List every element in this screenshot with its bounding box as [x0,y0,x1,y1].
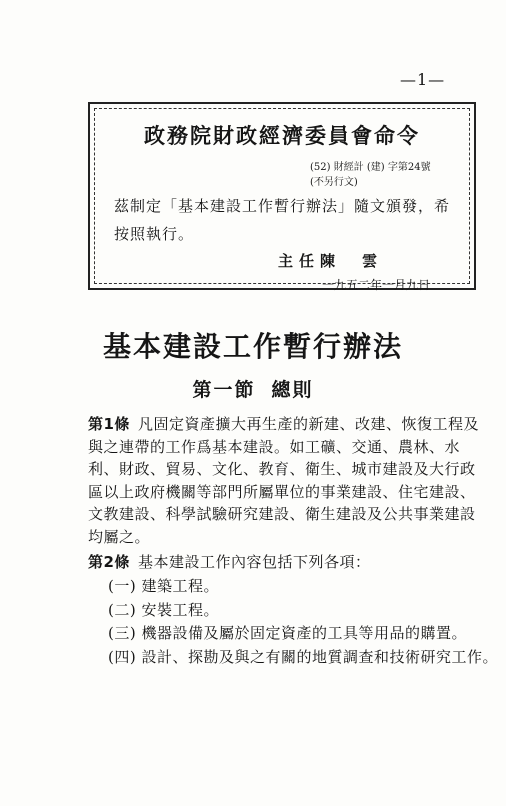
document-title: 基本建設工作暫行辦法 [102,330,403,363]
article-text: 基本建設工作內容包括下列各項： [137,553,371,571]
list-item: (四) 設計、探勘及與之有關的地質調查和技術研究工作。 [108,648,498,666]
section-heading [0,375,506,402]
order-signatory: 主任陳 雲 [278,252,384,270]
article-label: 第2條 [88,553,130,571]
section-label: 第一節 [192,379,256,401]
order-title: 政務院財政經濟委員會命令 [144,123,420,148]
order-body-text: 茲制定「基本建設工作暫行辦法」隨文頒發，希按照執行。 [114,197,451,243]
article-label: 第1條 [88,415,130,433]
list-item: (三) 機器設備及屬於固定資產的工具等用品的購置。 [108,624,467,642]
order-reference-number: (52) 財經計 (建) 字第24號 [310,162,431,173]
article-text: 凡固定資產擴大再生產的新建、改建、恢復工程及與之連帶的工作爲基本建設。如工礦、交通、農林、水利、財政、貿易、文化、教育、衛生、城市建設及大行政區以上政府機關等部門所屬單位的事業建設、住宅建設、文教建設、科學試驗研究建設、衛生建設及公共事業建設均屬之。 [88,415,479,546]
article-2 [88,551,480,574]
order-reference-note: (不另行文) [310,177,358,188]
list-item: (二) 安裝工程。 [108,601,219,619]
list-item: (一) 建築工程。 [108,577,219,595]
government-order-box [88,102,476,290]
article-1 [88,413,480,549]
order-date: 一九五二年一月九日 [322,278,431,292]
order-reference [310,160,431,190]
page-number: —1— [400,70,446,89]
section-name: 總則 [271,379,314,401]
